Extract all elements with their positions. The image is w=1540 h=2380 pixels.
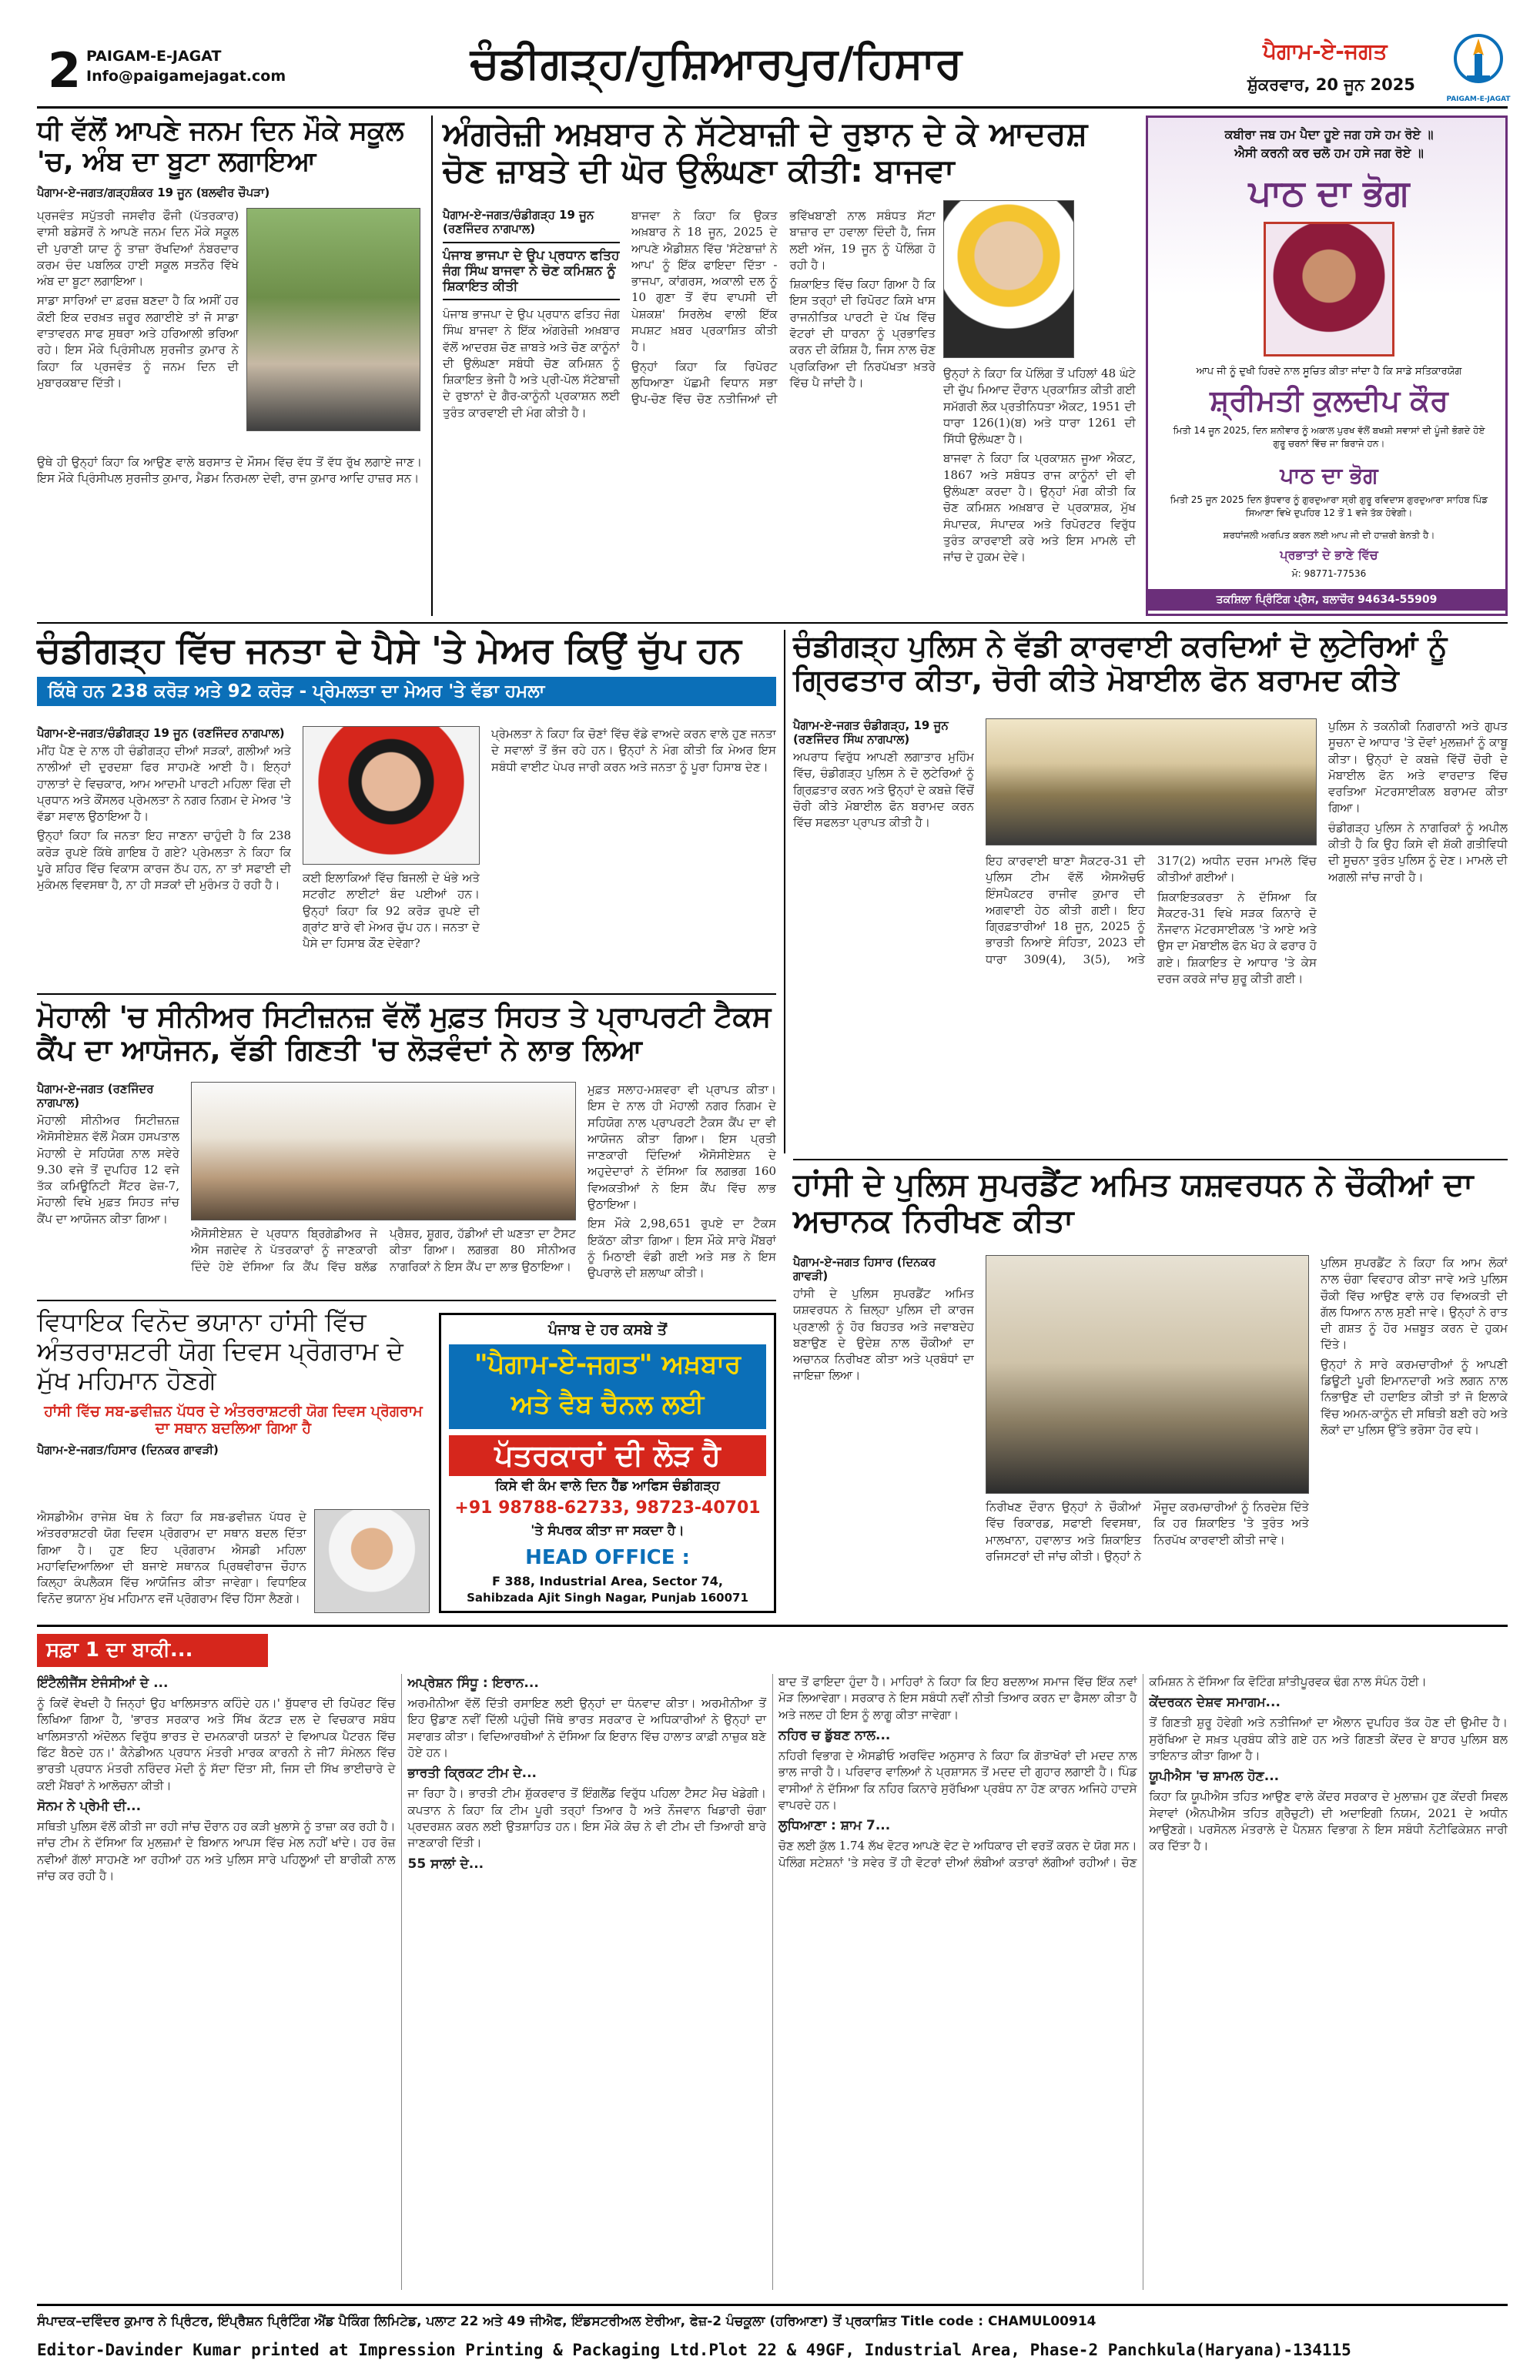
- masthead-rule: [37, 106, 1508, 109]
- story-bajwa-para-2: ਬਾਜਵਾ ਨੇ ਕਿਹਾ ਕਿ ਉਕਤ ਅਖ਼ਬਾਰ ਨੇ 18 ਜੂਨ, 2025 ਦੇ ਆਪਣੇ ਐਡੀਸ਼ਨ ਵਿੱਚ 'ਸੱਟੇਬਾਜ਼ਾਂ ਨੇ ਆਪ' ਨੂੰ ਇੱਕ ਫਾਇਦਾ ਦਿੱਤਾ - ਭਾਜਪਾ, ਕਾਂਗਰਸ, ਅਕਾਲੀ ਦਲ ਨੂੰ 10 ਗੁਣਾ ਤੋਂ ਵੱਧ ਵਾਪਸੀ ਦੀ ਪੇਸ਼ਕਸ਼' ਸਿਰਲੇਖ ਵਾਲੀ ਇੱਕ ਸਪਸ਼ਟ ਖ਼ਬਰ ਪ੍ਰਕਾਸ਼ਿਤ ਕੀਤੀ ਹੈ।: [631, 209, 778, 354]
- story-bajwa-para-1: ਪੰਜਾਬ ਭਾਜਪਾ ਦੇ ਉਪ ਪ੍ਰਧਾਨ ਫਤਿਹ ਜੰਗ ਸਿੰਘ ਬਾਜਵਾ ਨੇ ਇੱਕ ਅੰਗਰੇਜ਼ੀ ਅਖ਼ਬਾਰ ਵੱਲੋਂ ਆਦਰਸ਼ ਚੋਣ ਜ਼ਾਬਤੇ ਅਤੇ ਚੋਣ ਕਾਨੂੰਨਾਂ ਦੀ ਉਲੰਘਣਾ ਸਬੰਧੀ ਚੋਣ ਕਮਿਸ਼ਨ ਨੂੰ ਸ਼ਿਕਾਇਤ ਭੇਜੀ ਹੈ ਅਤੇ ਪ੍ਰੀ-ਪੋਲ ਸੱਟੇਬਾਜ਼ੀ ਦੇ ਰੁਝਾਨਾਂ ਦੇ ਗੈਰ-ਕਾਨੂੰਨੀ ਪ੍ਰਕਾਸ਼ਨ ਲਈ ਤੁਰੰਤ ਕਾਰਵਾਈ ਦੀ ਮੰਗ ਕੀਤੀ ਹੈ।: [443, 307, 620, 420]
- story-police-para-1: ਅਪਰਾਧ ਵਿਰੁੱਧ ਆਪਣੀ ਲਗਾਤਾਰ ਮੁਹਿੰਮ ਵਿੱਚ, ਚੰਡੀਗੜ੍ਹ ਪੁਲਿਸ ਨੇ ਦੋ ਲੁਟੇਰਿਆਂ ਨੂੰ ਗ੍ਰਿਫ਼ਤਾਰ ਕਰਨ ਅਤੇ ਉਨ੍ਹਾਂ ਦੇ ਕਬਜ਼ੇ ਵਿੱਚੋਂ ਚੋਰੀ ਕੀਤੇ ਮੋਬਾਈਲ ਫੋਨ ਬਰਾਮਦ ਕਰਨ ਵਿੱਚ ਸਫਲਤਾ ਪ੍ਰਾਪਤ ਕੀਤੀ ਹੈ।: [793, 750, 974, 830]
- ad-path-couplet-2: ਐਸੀ ਕਰਨੀ ਕਰ ਚਲੋ ਹਮ ਹਸੇ ਜਗ ਰੋਏ ॥: [1234, 146, 1424, 160]
- story-yoga-subhead: ਹਾਂਸੀ ਵਿੱਚ ਸਬ-ਡਵੀਜ਼ਨ ਪੱਧਰ ਦੇ ਅੰਤਰਰਾਸ਼ਟਰੀ ਯੋਗ ਦਿਵਸ ਪ੍ਰੋਗਰਾਮ ਦਾ ਸਥਾਨ ਬਦਲਿਆ ਗਿਆ ਹੈ: [44, 1402, 423, 1437]
- story-tree: [37, 115, 422, 616]
- footer-line-2: Editor-Davinder Kumar printed at Impression Printing & Packaging Ltd.Plot 22 & 49GF, Industrial Area, Phase-2 Panchkula(Haryana)-134115: [37, 2341, 1351, 2359]
- ad-path-printer: ਤਕਸ਼ਿਲਾ ਪ੍ਰਿੰਟਿੰਗ ਪ੍ਰੈਸ, ਬਲਾਚੌਰ 94634-55909: [1148, 589, 1505, 611]
- ad-reporters-address-2: Sahibzada Ajit Singh Nagar, Punjab 160071: [467, 1591, 748, 1605]
- masthead: [0, 0, 1540, 108]
- story-hansi-dateline: ਪੈਗਾਮ-ਏ-ਜਗਤ ਹਿਸਾਰ (ਦਿਨਕਰ ਗਾਵੜੀ): [793, 1255, 936, 1283]
- continued-section: [37, 1634, 1508, 2296]
- story-police-para-5: ਚੰਡੀਗੜ੍ਹ ਪੁਲਿਸ ਨੇ ਨਾਗਰਿਕਾਂ ਨੂੰ ਅਪੀਲ ਕੀਤੀ ਹੈ ਕਿ ਉਹ ਕਿਸੇ ਵੀ ਸ਼ੱਕੀ ਗਤੀਵਿਧੀ ਦੀ ਸੂਚਨਾ ਤੁਰੰਤ ਪੁਲਿਸ ਨੂੰ ਦੇਣ। ਮਾਮਲੇ ਦੀ ਅਗਲੀ ਜਾਂਚ ਜਾਰੀ ਹੈ।: [1328, 820, 1508, 884]
- page-number: 2: [48, 42, 82, 99]
- story-police-para-3: ਸ਼ਿਕਾਇਤਕਰਤਾ ਨੇ ਦੱਸਿਆ ਕਿ ਸੈਕਟਰ-31 ਵਿਖੇ ਸੜਕ ਕਿਨਾਰੇ ਦੋ ਨੌਜਵਾਨ ਮੋਟਰਸਾਈਕਲ 'ਤੇ ਆਏ ਅਤੇ ਉਸ ਦਾ ਮੋਬਾਈਲ ਫੋਨ ਖੋਹ ਕੇ ਫਰਾਰ ਹੋ ਗਏ। ਸ਼ਿਕਾਇਤ ਦੇ ਆਧਾਰ 'ਤੇ ਕੇਸ ਦਰਜ ਕਰਕੇ ਜਾਂਚ ਸ਼ੁਰੂ ਕੀਤੀ ਗਈ।: [1157, 889, 1317, 986]
- story-bajwa-dateline: ਪੈਗਾਮ-ਏ-ਜਗਤ/ਚੰਡੀਗੜ੍ਹ 19 ਜੂਨ (ਰਣਜਿੰਦਰ ਨਾਗਪਾਲ): [443, 208, 594, 236]
- story-tax-para-3: ਮੁਫ਼ਤ ਸਲਾਹ-ਮਸ਼ਵਰਾ ਵੀ ਪ੍ਰਾਪਤ ਕੀਤਾ। ਇਸ ਦੇ ਨਾਲ ਹੀ ਮੋਹਾਲੀ ਨਗਰ ਨਿਗਮ ਦੇ ਸਹਿਯੋਗ ਨਾਲ ਪ੍ਰਾਪਰਟੀ ਟੈਕਸ ਕੈਂਪ ਦਾ ਵੀ ਆਯੋਜਨ ਕੀਤਾ ਗਿਆ। ਇਸ ਪ੍ਰਤੀ ਜਾਣਕਾਰੀ ਦਿੰਦਿਆਂ ਐਸੋਸੀਏਸ਼ਨ ਦੇ ਅਹੁਦੇਦਾਰਾਂ ਨੇ ਦੱਸਿਆ ਕਿ ਲਗਭਗ 160 ਵਿਅਕਤੀਆਂ ਨੇ ਇਸ ਕੈਂਪ ਵਿੱਚ ਲਾਭ ਉਠਾਇਆ।: [588, 1083, 776, 1212]
- story-mayor-dateline: ਪੈਗਾਮ-ਏ-ਜਗਤ/ਚੰਡੀਗੜ੍ਹ 19 ਜੂਨ (ਰਣਜਿੰਦਰ ਨਾਗਪਾਲ): [37, 726, 285, 740]
- story-tree-photo: [246, 208, 420, 431]
- story-police-photo: [986, 718, 1317, 845]
- story-bajwa-photo: [943, 200, 1074, 358]
- story-police-para-2: ਇਹ ਕਾਰਵਾਈ ਥਾਣਾ ਸੈਕਟਰ-31 ਦੀ ਪੁਲਿਸ ਟੀਮ ਵੱਲੋਂ ਐਸਐਚਓ ਇੰਸਪੈਕਟਰ ਰਾਜੀਵ ਕੁਮਾਰ ਦੀ ਅਗਵਾਈ ਹੇਠ ਕੀਤੀ ਗਈ। ਇਹ ਗ੍ਰਿਫ਼ਤਾਰੀਆਂ 18 ਜੂਨ, 2025 ਨੂੰ ਭਾਰਤੀ ਨਿਆਏ ਸੰਹਿਤਾ, 2023 ਦੀ ਧਾਰਾ 309(4), 3(5), ਅਤੇ 317(2) ਅਧੀਨ ਦਰਜ ਮਾਮਲੇ ਵਿੱਚ ਕੀਤੀਆਂ ਗਈਆਂ।: [986, 854, 1317, 966]
- col-rule-2: [784, 630, 785, 1153]
- story-police: [793, 630, 1508, 1153]
- footer-rule: [37, 2304, 1508, 2306]
- story-tax-dateline: ਪੈਗਾਮ-ਏ-ਜਗਤ (ਰਣਜਿੰਦਰ ਨਾਗਪਾਲ): [37, 1082, 154, 1110]
- story-tax: [37, 1001, 776, 1294]
- story-tree-para-2: ਸਾਡਾ ਸਾਰਿਆਂ ਦਾ ਫ਼ਰਜ਼ ਬਣਦਾ ਹੈ ਕਿ ਅਸੀਂ ਹਰ ਕੋਈ ਇਕ ਦਰਖ਼ਤ ਜ਼ਰੂਰ ਲਗਾਈਏ ਤਾਂ ਜੋ ਸਾਡਾ ਵਾਤਾਵਰਨ ਸਾਫ ਸੁਥਰਾ ਅਤੇ ਹਰਿਆਲੀ ਭਰਿਆ ਰਹੇ। ਇਸ ਮੌਕੇ ਪ੍ਰਿੰਸੀਪਲ ਸੁਰਜੀਤ ਕੁਮਾਰ ਨੇ ਕਿਹਾ ਕਿ ਪ੍ਰਜਵੰਤ ਨੂੰ ਜਨਮ ਦਿਨ ਦੀ ਮੁਬਾਰਕਬਾਦ ਦਿੱਤੀ।: [37, 293, 239, 390]
- continued-head-8: ਕੇਂਦਰਕਨ ਦੇਸ਼ਵ ਸਮਾਗਮ...: [1149, 1695, 1281, 1711]
- ad-path-intro: ਆਪ ਜੀ ਨੂੰ ਦੁਖੀ ਹਿਰਦੇ ਨਾਲ ਸੂਚਿਤ ਕੀਤਾ ਜਾਂਦਾ ਹੈ ਕਿ ਸਾਡੇ ਸਤਿਕਾਰਯੋਗ: [1196, 366, 1462, 377]
- ad-reporters-title-1: "ਪੈਗਾਮ-ਏ-ਜਗਤ" ਅਖ਼ਬਾਰ: [474, 1349, 742, 1380]
- story-tax-para-2: ਐਸੋਸੀਏਸ਼ਨ ਦੇ ਪ੍ਰਧਾਨ ਬ੍ਰਿਗੇਡੀਅਰ ਜੇ ਐਸ ਜਗਦੇਵ ਨੇ ਪੱਤਰਕਾਰਾਂ ਨੂੰ ਜਾਣਕਾਰੀ ਦਿੰਦੇ ਹੋਏ ਦੱਸਿਆ ਕਿ ਕੈਂਪ ਵਿੱਚ ਬਲੱਡ ਪ੍ਰੈਸ਼ਰ, ਸ਼ੂਗਰ, ਹੱਡੀਆਂ ਦੀ ਘਣਤਾ ਦਾ ਟੈਸਟ ਕੀਤਾ ਗਿਆ। ਲਗਭਗ 80 ਸੀਨੀਅਰ ਨਾਗਰਿਕਾਂ ਨੇ ਇਸ ਕੈਂਪ ਦਾ ਲਾਭ ਉਠਾਇਆ।: [191, 1227, 576, 1274]
- continued-text-4: ਜਾ ਰਿਹਾ ਹੈ। ਭਾਰਤੀ ਟੀਮ ਸ਼ੁੱਕਰਵਾਰ ਤੋਂ ਇੰਗਲੈਂਡ ਵਿਰੁੱਧ ਪਹਿਲਾ ਟੈਸਟ ਮੈਚ ਖੇਡੇਗੀ। ਕਪਤਾਨ ਨੇ ਕਿਹਾ ਕਿ ਟੀਮ ਪੂਰੀ ਤਰ੍ਹਾਂ ਤਿਆਰ ਹੈ ਅਤੇ ਨੌਜਵਾਨ ਖਿਡਾਰੀ ਚੰਗਾ ਪ੍ਰਦਰਸ਼ਨ ਕਰਨ ਲਈ ਉਤਸ਼ਾਹਿਤ ਹਨ। ਇਸ ਮੌਕੇ ਕੋਚ ਨੇ ਵੀ ਟੀਮ ਦੀ ਤਿਆਰੀ ਬਾਰੇ ਜਾਣਕਾਰੀ ਦਿੱਤੀ।: [407, 1786, 766, 1850]
- ad-path-subtitle: ਪਾਠ ਦਾ ਭੋਗ: [1280, 463, 1378, 488]
- story-mayor-para-2: ਉਨ੍ਹਾਂ ਕਿਹਾ ਕਿ ਜਨਤਾ ਇਹ ਜਾਣਨਾ ਚਾਹੁੰਦੀ ਹੈ ਕਿ 238 ਕਰੋੜ ਰੁਪਏ ਕਿੱਥੇ ਗਾਇਬ ਹੋ ਗਏ? ਪ੍ਰੇਮਲਤਾ ਨੇ ਕਿਹਾ ਕਿ ਪੂਰੇ ਸ਼ਹਿਰ ਵਿੱਚ ਵਿਕਾਸ ਕਾਰਜ ਠੱਪ ਹਨ, ਨਾ ਤਾਂ ਸਫਾਈ ਦੀ ਮੁਕੰਮਲ ਵਿਵਸਥਾ ਹੈ, ਨਾ ਹੀ ਸੜਕਾਂ ਦੀ ਮੁਰੰਮਤ ਹੋ ਰਹੀ ਹੈ।: [37, 828, 291, 892]
- ad-path-couplet-1: ਕਬੀਰਾ ਜਬ ਹਮ ਪੈਦਾ ਹੂਏ ਜਗ ਹਸੇ ਹਮ ਰੋਏ ॥: [1224, 127, 1434, 142]
- logo-caption: PAIGAM-E-JAGAT: [1446, 95, 1511, 103]
- story-police-para-4: ਪੁਲਿਸ ਨੇ ਤਕਨੀਕੀ ਨਿਗਰਾਨੀ ਅਤੇ ਗੁਪਤ ਸੂਚਨਾ ਦੇ ਆਧਾਰ 'ਤੇ ਦੋਵਾਂ ਮੁਲਜ਼ਮਾਂ ਨੂੰ ਕਾਬੂ ਕੀਤਾ। ਉਨ੍ਹਾਂ ਦੇ ਕਬਜ਼ੇ ਵਿੱਚੋਂ ਚੋਰੀ ਦੇ ਮੋਬਾਈਲ ਫੋਨ ਅਤੇ ਵਾਰਦਾਤ ਵਿੱਚ ਵਰਤਿਆ ਮੋਟਰਸਾਈਕਲ ਬਰਾਮਦ ਕੀਤਾ ਗਿਆ।: [1328, 719, 1508, 815]
- continued-text-8: ਤੋਂ ਗਿਣਤੀ ਸ਼ੁਰੂ ਹੋਵੇਗੀ ਅਤੇ ਨਤੀਜਿਆਂ ਦਾ ਐਲਾਨ ਦੁਪਹਿਰ ਤੱਕ ਹੋਣ ਦੀ ਉਮੀਦ ਹੈ। ਸੁਰੱਖਿਆ ਦੇ ਸਖ਼ਤ ਪ੍ਰਬੰਧ ਕੀਤੇ ਗਏ ਹਨ ਅਤੇ ਗਿਣਤੀ ਕੇਂਦਰ ਦੇ ਬਾਹਰ ਪੁਲਿਸ ਬਲ ਤਾਇਨਾਤ ਕੀਤਾ ਗਿਆ ਹੈ।: [1149, 1716, 1508, 1763]
- story-bajwa-highlight: ਪੰਜਾਬ ਭਾਜਪਾ ਦੇ ਉਪ ਪ੍ਰਧਾਨ ਫਤਿਹ ਜੰਗ ਸਿੰਘ ਬਾਜਵਾ ਨੇ ਚੋਣ ਕਮਿਸ਼ਨ ਨੂੰ ਸ਼ਿਕਾਇਤ ਕੀਤੀ: [443, 242, 620, 300]
- paper-email: Info@paigamejagat.com: [86, 68, 286, 85]
- story-yoga-para-1: ਐਸਡੀਐਮ ਰਾਜੇਸ਼ ਖੋਥ ਨੇ ਕਿਹਾ ਕਿ ਸਬ-ਡਵੀਜ਼ਨ ਪੱਧਰ ਦੇ ਅੰਤਰਰਾਸ਼ਟਰੀ ਯੋਗ ਦਿਵਸ ਪ੍ਰੋਗਰਾਮ ਦਾ ਸਥਾਨ ਬਦਲ ਦਿੱਤਾ ਗਿਆ ਹੈ। ਹੁਣ ਇਹ ਪ੍ਰੋਗਰਾਮ ਐਸਡੀ ਮਹਿਲਾ ਮਹਾਵਿਦਿਆਲਿਆ ਦੀ ਬਜਾਏ ਸਥਾਨਕ ਪ੍ਰਿਥਵੀਰਾਜ ਚੌਹਾਨ ਕਿਲ੍ਹਾ ਕੰਪਲੈਕਸ ਵਿੱਚ ਆਯੋਜਿਤ ਕੀਤਾ ਜਾਵੇਗਾ। ਵਿਧਾਇਕ ਵਿਨੋਦ ਭਯਾਨਾ ਮੁੱਖ ਮਹਿਮਾਨ ਵਜੋਂ ਪ੍ਰੋਗਰਾਮ ਵਿੱਚ ਹਿੱਸਾ ਲੈਣਗੇ।: [37, 1510, 306, 1606]
- continued-head-6: ਨਹਿਰ ਚ ਡੁੱਬਣ ਨਾਲ...: [778, 1727, 891, 1743]
- continued-head-2: ਸੋਨਮ ਨੇ ਪ੍ਰੇਮੀ ਦੀ...: [37, 1798, 142, 1814]
- story-tax-headline: ਮੋਹਾਲੀ 'ਚ ਸੀਨੀਅਰ ਸਿਟੀਜ਼ਨਜ਼ ਵੱਲੋਂ ਮੁਫ਼ਤ ਸਿਹਤ ਤੇ ਪ੍ਰਾਪਰਟੀ ਟੈਕਸ ਕੈਂਪ ਦਾ ਆਯੋਜਨ, ਵੱਡੀ ਗਿਣਤੀ 'ਚ ਲੋੜਵੰਦਾਂ ਨੇ ਲਾਭ ਲਿਆ: [37, 1000, 772, 1066]
- story-hansi-para-4: ਉਨ੍ਹਾਂ ਨੇ ਸਾਰੇ ਕਰਮਚਾਰੀਆਂ ਨੂੰ ਆਪਣੀ ਡਿਊਟੀ ਪੂਰੀ ਇਮਾਨਦਾਰੀ ਅਤੇ ਲਗਨ ਨਾਲ ਨਿਭਾਉਣ ਦੀ ਹਦਾਇਤ ਕੀਤੀ ਤਾਂ ਜੋ ਇਲਾਕੇ ਵਿੱਚ ਅਮਨ-ਕਾਨੂੰਨ ਦੀ ਸਥਿਤੀ ਬਣੀ ਰਹੇ ਅਤੇ ਲੋਕਾਂ ਦਾ ਪੁਲਿਸ ਉੱਤੇ ਭਰੋਸਾ ਹੋਰ ਵਧੇ।: [1321, 1357, 1508, 1437]
- story-hansi-para-3: ਪੁਲਿਸ ਸੁਪਰਡੈਂਟ ਨੇ ਕਿਹਾ ਕਿ ਆਮ ਲੋਕਾਂ ਨਾਲ ਚੰਗਾ ਵਿਵਹਾਰ ਕੀਤਾ ਜਾਵੇ ਅਤੇ ਪੁਲਿਸ ਚੌਕੀ ਵਿੱਚ ਆਉਣ ਵਾਲੇ ਹਰ ਵਿਅਕਤੀ ਦੀ ਗੱਲ ਧਿਆਨ ਨਾਲ ਸੁਣੀ ਜਾਵੇ। ਉਨ੍ਹਾਂ ਨੇ ਰਾਤ ਦੀ ਗਸ਼ਤ ਨੂੰ ਹੋਰ ਮਜ਼ਬੂਤ ਕਰਨ ਦੇ ਹੁਕਮ ਦਿੱਤੇ।: [1321, 1256, 1508, 1352]
- story-mayor: [37, 630, 776, 988]
- story-tax-para-4: ਇਸ ਮੌਕੇ 2,98,651 ਰੁਪਏ ਦਾ ਟੈਕਸ ਇਕੱਠਾ ਕੀਤਾ ਗਿਆ। ਇਸ ਮੌਕੇ ਸਾਰੇ ਮੈਂਬਰਾਂ ਨੂੰ ਮਿਠਾਈ ਵੰਡੀ ਗਈ ਅਤੇ ਸਭ ਨੇ ਇਸ ਉਪਰਾਲੇ ਦੀ ਸ਼ਲਾਘਾ ਕੀਤੀ।: [588, 1217, 776, 1280]
- story-mayor-para-4: ਪ੍ਰੇਮਲਤਾ ਨੇ ਕਿਹਾ ਕਿ ਚੋਣਾਂ ਵਿੱਚ ਵੱਡੇ ਵਾਅਦੇ ਕਰਨ ਵਾਲੇ ਹੁਣ ਜਨਤਾ ਦੇ ਸਵਾਲਾਂ ਤੋਂ ਭੱਜ ਰਹੇ ਹਨ। ਉਨ੍ਹਾਂ ਨੇ ਮੰਗ ਕੀਤੀ ਕਿ ਮੇਅਰ ਇਸ ਸਬੰਧੀ ਵਾਈਟ ਪੇਪਰ ਜਾਰੀ ਕਰਨ ਅਤੇ ਜਨਤਾ ਨੂੰ ਪੂਰਾ ਹਿਸਾਬ ਦੇਣ।: [491, 727, 776, 774]
- issue-date: ਸ਼ੁੱਕਰਵਾਰ, 20 ਜੂਨ 2025: [1247, 75, 1415, 94]
- ad-path-name: ਸ਼੍ਰੀਮਤੀ ਕੁਲਦੀਪ ਕੌਰ: [1210, 383, 1448, 417]
- continued-head-1: ਇੰਟੈਲੀਜੈਂਸ ਏਜੰਸੀਆਂ ਦੇ ...: [37, 1675, 169, 1691]
- ad-path-schedule: ਮਿਤੀ 25 ਜੂਨ 2025 ਦਿਨ ਬੁੱਧਵਾਰ ਨੂੰ ਗੁਰਦੁਆਰਾ ਸ੍ਰੀ ਗੁਰੂ ਰਵਿਦਾਸ ਗੁਰਦੁਆਰਾ ਸਾਹਿਬ ਪਿੰਡ ਸਿਆਣਾ ਵਿਖੇ ਦੁਪਹਿਰ 12 ਤੋਂ 1 ਵਜੇ ਤੱਕ ਹੋਵੇਗੀ।: [1170, 494, 1488, 518]
- story-yoga-photo: [314, 1509, 430, 1613]
- row-rule-3: [37, 1300, 776, 1301]
- row-rule-4: [793, 1159, 1508, 1160]
- story-tree-para-1: ਪ੍ਰਜਵੰਤ ਸਪੁੱਤਰੀ ਜਸਵੀਰ ਫੌਜੀ (ਪੱਤਰਕਾਰ) ਵਾਸੀ ਬਡੇਸਰੋਂ ਨੇ ਆਪਣੇ ਜਨਮ ਦਿਨ ਮੌਕੇ ਸਕੂਲ ਦੀ ਪੁਰਾਣੀ ਯਾਦ ਨੂੰ ਤਾਜ਼ਾ ਰੱਖਦਿਆਂ ਨੰਬਰਦਾਰ ਕਰਮ ਚੰਦ ਪਬਲਿਕ ਹਾਈ ਸਕੂਲ ਸਤਨੌਰ ਵਿੱਖੇ ਅੰਬ ਦਾ ਬੂਟਾ ਲਗਾਇਆ।: [37, 209, 239, 289]
- story-yoga-dateline: ਪੈਗਾਮ-ਏ-ਜਗਤ/ਹਿਸਾਰ (ਦਿਨਕਰ ਗਾਵੜੀ): [37, 1442, 219, 1457]
- continued-label: ਸਫ਼ਾ 1 ਦਾ ਬਾਕੀ...: [37, 1634, 268, 1667]
- ad-path-phone: ਮੋ: 98771-77536: [1291, 568, 1367, 579]
- story-hansi-headline: ਹਾਂਸੀ ਦੇ ਪੁਲਿਸ ਸੁਪਰਡੈਂਟ ਅਮਿਤ ਯਸ਼ਵਰਧਨ ਨੇ ਚੌਕੀਆਂ ਦਾ ਅਚਾਨਕ ਨਿਰੀਖਣ ਕੀਤਾ: [793, 1166, 1474, 1240]
- story-tax-photo: [191, 1082, 576, 1220]
- story-police-dateline: ਪੈਗਾਮ-ਏ-ਜਗਤ ਚੰਡੀਗੜ੍ਹ, 19 ਜੂਨ (ਰਣਜਿੰਦਰ ਸਿੰਘ ਨਾਗਪਾਲ): [793, 718, 949, 746]
- ad-path-bhog: [1146, 115, 1508, 616]
- story-bajwa-headline: ਅੰਗਰੇਜ਼ੀ ਅਖ਼ਬਾਰ ਨੇ ਸੱਟੇਬਾਜ਼ੀ ਦੇ ਰੁਝਾਨ ਦੇ ਕੇ ਆਦਰਸ਼ ਚੋਣ ਜ਼ਾਬਤੇ ਦੀ ਘੋਰ ਉਲੰਘਣਾ ਕੀਤੀ: ਬਾਜਵਾ: [443, 115, 1088, 190]
- story-yoga: [37, 1307, 430, 1615]
- story-hansi-para-2: ਨਿਰੀਖਣ ਦੌਰਾਨ ਉਨ੍ਹਾਂ ਨੇ ਚੌਕੀਆਂ ਵਿੱਚ ਰਿਕਾਰਡ, ਸਫਾਈ ਵਿਵਸਥਾ, ਮਾਲਖਾਨਾ, ਹਵਾਲਾਤ ਅਤੇ ਸ਼ਿਕਾਇਤ ਰਜਿਸਟਰਾਂ ਦੀ ਜਾਂਚ ਕੀਤੀ। ਉਨ੍ਹਾਂ ਨੇ ਮੌਜੂਦ ਕਰਮਚਾਰੀਆਂ ਨੂੰ ਨਿਰਦੇਸ਼ ਦਿੱਤੇ ਕਿ ਹਰ ਸ਼ਿਕਾਇਤ 'ਤੇ ਤੁਰੰਤ ਅਤੇ ਨਿਰਪੱਖ ਕਾਰਵਾਈ ਕੀਤੀ ਜਾਵੇ।: [986, 1500, 1309, 1563]
- ad-reporters-wanted: ਪੱਤਰਕਾਰਾਂ ਦੀ ਲੋੜ ਹੈ: [449, 1435, 766, 1476]
- ad-reporters-phones: +91 98788-62733, 98723-40701: [454, 1498, 761, 1518]
- story-mayor-para-1: ਮੀਂਹ ਪੈਣ ਦੇ ਨਾਲ ਹੀ ਚੰਡੀਗੜ੍ਹ ਦੀਆਂ ਸੜਕਾਂ, ਗਲੀਆਂ ਅਤੇ ਨਾਲੀਆਂ ਦੀ ਦੁਰਦਸ਼ਾ ਫਿਰ ਸਾਹਮਣੇ ਆਈ ਹੈ। ਇਨ੍ਹਾਂ ਹਾਲਾਤਾਂ ਦੇ ਵਿਚਕਾਰ, ਆਮ ਆਦਮੀ ਪਾਰਟੀ ਮਹਿਲਾ ਵਿੰਗ ਦੀ ਪ੍ਰਧਾਨ ਅਤੇ ਕੌਂਸਲਰ ਪ੍ਰੇਮਲਤਾ ਨੇ ਨਗਰ ਨਿਗਮ ਦੇ ਮੇਅਰ 'ਤੇ ਵੱਡਾ ਸਵਾਲ ਉਠਾਇਆ ਹੈ।: [37, 744, 291, 824]
- continued-head-7: ਲੁਧਿਆਣਾ : ਸ਼ਾਮ 7...: [778, 1818, 891, 1834]
- story-hansi: [793, 1167, 1508, 1617]
- story-tree-dateline: ਪੈਗਾਮ-ਏ-ਜਗਤ/ਗੜ੍ਹਸ਼ੰਕਰ 19 ਜੂਨ (ਬਲਵੀਰ ਚੌਪੜਾ): [37, 185, 270, 199]
- story-tree-para-3: ਉਥੇ ਹੀ ਉਨ੍ਹਾਂ ਕਿਹਾ ਕਿ ਆਉਣ ਵਾਲੇ ਬਰਸਾਤ ਦੇ ਮੌਸਮ ਵਿੱਚ ਵੱਧ ਤੋਂ ਵੱਧ ਰੁੱਖ ਲਗਾਏ ਜਾਣ। ਇਸ ਮੌਕੇ ਪ੍ਰਿੰਸੀਪਲ ਸੁਰਜੀਤ ਕੁਮਾਰ, ਮੈਡਮ ਨਿਰਮਲਾ ਦੇਵੀ, ਰਾਜ ਕੁਮਾਰ ਆਦਿ ਹਾਜ਼ਰ ਸਨ।: [37, 455, 422, 486]
- story-bajwa-para-3: ਉਨ੍ਹਾਂ ਕਿਹਾ ਕਿ ਰਿਪੋਰਟ ਲੁਧਿਆਣਾ ਪੱਛਮੀ ਵਿਧਾਨ ਸਭਾ ਉਪ-ਚੋਣ ਵਿੱਚ ਚੋਣ ਨਤੀਜਿਆਂ ਦੀ ਭਵਿੱਖਬਾਣੀ ਨਾਲ ਸਬੰਧਤ ਸੱਟਾ ਬਾਜ਼ਾਰ ਦਾ ਹਵਾਲਾ ਦਿੰਦੀ ਹੈ, ਜਿਸ ਲਈ ਅੱਜ, 19 ਜੂਨ ਨੂੰ ਪੋਲਿੰਗ ਹੋ ਰਹੀ ਹੈ।: [631, 209, 936, 407]
- row-rule-2: [37, 993, 776, 995]
- story-mayor-subhead: ਕਿੱਥੇ ਹਨ 238 ਕਰੋੜ ਅਤੇ 92 ਕਰੋੜ - ਪ੍ਰੇਮਲਤਾ ਦਾ ਮੇਅਰ 'ਤੇ ਵੱਡਾ ਹਮਲਾ: [37, 677, 776, 706]
- continued-text-9: ਕਿਹਾ ਕਿ ਯੂਪੀਐਸ ਤਹਿਤ ਆਉਣ ਵਾਲੇ ਕੇਂਦਰ ਸਰਕਾਰ ਦੇ ਮੁਲਾਜ਼ਮ ਹੁਣ ਕੇਂਦਰੀ ਸਿਵਲ ਸੇਵਾਵਾਂ (ਐਨਪੀਐਸ ਤਹਿਤ ਗ੍ਰੈਚੁਟੀ) ਦੀ ਅਦਾਇਗੀ ਨਿਯਮ, 2021 ਦੇ ਅਧੀਨ ਆਉਣਗੇ। ਪਰਸੋਨਲ ਮੰਤਰਾਲੇ ਦੇ ਪੈਨਸ਼ਨ ਵਿਭਾਗ ਨੇ ਇਸ ਸਬੰਧੀ ਨੋਟੀਫਿਕੇਸ਼ਨ ਜਾਰੀ ਕਰ ਦਿੱਤਾ ਹੈ।: [1149, 1789, 1508, 1853]
- story-tree-headline: ਧੀ ਵੱਲੋਂ ਆਪਣੇ ਜਨਮ ਦਿਨ ਮੌਕੇ ਸਕੂਲ 'ਚ, ਅੰਬ ਦਾ ਬੂਟਾ ਲਗਾਇਆ: [37, 115, 404, 178]
- ad-path-details: ਮਿਤੀ 14 ਜੂਨ 2025, ਦਿਨ ਸ਼ਨੀਵਾਰ ਨੂੰ ਅਕਾਲ ਪੁਰਖ ਵੱਲੋਂ ਬਖਸ਼ੀ ਸਵਾਸਾਂ ਦੀ ਪੂੰਜੀ ਭੋਗਦੇ ਹੋਏ ਗੁਰੂ ਚਰਨਾਂ ਵਿੱਚ ਜਾ ਬਿਰਾਜੇ ਹਨ।: [1173, 425, 1485, 449]
- story-hansi-photo: [986, 1255, 1309, 1494]
- col-rule-1: [431, 115, 433, 616]
- ad-path-mourners-label: ਪ੍ਰਭਾਤਾਂ ਦੇ ਭਾਣੇ ਵਿੱਚ: [1280, 547, 1378, 562]
- paper-name: PAIGAM-E-JAGAT: [86, 48, 222, 65]
- continued-head-3: ਅਪ੍ਰੇਸ਼ਨ ਸਿੰਧੂ : ਇਰਾਨ...: [407, 1675, 539, 1691]
- continued-text-1: ਨੂੰ ਕਿਵੇਂ ਵੇਖਦੀ ਹੈ ਜਿਨ੍ਹਾਂ ਉਹ ਖਾਲਿਸਤਾਨ ਕਹਿੰਦੇ ਹਨ।' ਬੁੱਧਵਾਰ ਦੀ ਰਿਪੋਰਟ ਵਿੱਚ ਲਿਖਿਆ ਗਿਆ ਹੈ, 'ਭਾਰਤ ਸਰਕਾਰ ਅਤੇ ਸਿੱਖ ਕੱਟੜ ਦਲ ਦੇ ਵਿਚਕਾਰ ਸਬੰਧ ਖਾਲਿਸਤਾਨੀ ਅੰਦੋਲਨ ਵਿਰੁੱਧ ਭਾਰਤ ਦੇ ਦਮਨਕਾਰੀ ਯਤਨਾਂ ਦੇ ਵਿਆਪਕ ਪੈਟਰਨ ਵਿੱਚ ਫਿੱਟ ਬੈਠਦੇ ਹਨ।' ਕੈਨੇਡੀਅਨ ਪ੍ਰਧਾਨ ਮੰਤਰੀ ਮਾਰਕ ਕਾਰਨੀ ਨੇ ਜੀ7 ਸੰਮੇਲਨ ਵਿੱਚ ਭਾਰਤੀ ਪ੍ਰਧਾਨ ਮੰਤਰੀ ਨਰਿੰਦਰ ਮੋਦੀ ਨੂੰ ਸੱਦਾ ਦਿੱਤਾ ਸੀ, ਜਿਸ ਦੀ ਸਿੱਖ ਭਾਈਚਾਰੇ ਦੇ ਕਈ ਮੈਂਬਰਾਂ ਨੇ ਆਲੋਚਨਾ ਕੀਤੀ।: [37, 1696, 396, 1793]
- row-rule-1: [37, 622, 1508, 624]
- ad-path-closing: ਸ਼ਰਧਾਂਜਲੀ ਅਰਪਿਤ ਕਰਨ ਲਈ ਆਪ ਜੀ ਦੀ ਹਾਜ਼ਰੀ ਬੇਨਤੀ ਹੈ।: [1223, 530, 1435, 541]
- ad-reporters-address-1: F 388, Industrial Area, Sector 74,: [491, 1574, 723, 1588]
- story-bajwa-para-6: ਬਾਜਵਾ ਨੇ ਕਿਹਾ ਕਿ ਪ੍ਰਕਾਸ਼ਨ ਜੂਆ ਐਕਟ, 1867 ਅਤੇ ਸਬੰਧਤ ਰਾਜ ਕਾਨੂੰਨਾਂ ਦੀ ਵੀ ਉਲੰਘਣਾ ਕਰਦਾ ਹੈ। ਉਨ੍ਹਾਂ ਮੰਗ ਕੀਤੀ ਕਿ ਚੋਣ ਕਮਿਸ਼ਨ ਅਖ਼ਬਾਰ ਦੇ ਪ੍ਰਕਾਸ਼ਕ, ਮੁੱਖ ਸੰਪਾਦਕ, ਸੰਪਾਦਕ ਅਤੇ ਰਿਪੋਰਟਰ ਵਿਰੁੱਧ ਤੁਰੰਤ ਕਾਰਵਾਈ ਕਰੇ ਅਤੇ ਇਸ ਮਾਮਲੇ ਦੀ ਜਾਂਚ ਦੇ ਹੁਕਮ ਦੇਵੇ।: [943, 451, 1136, 564]
- ad-reporters-note: 'ਤੇ ਸੰਪਰਕ ਕੀਤਾ ਜਾ ਸਕਦਾ ਹੈ।: [531, 1523, 685, 1538]
- footer-line-1: ਸੰਪਾਦਕ–ਦਵਿੰਦਰ ਕੁਮਾਰ ਨੇ ਪ੍ਰਿੰਟਰ, ਇੰਪ੍ਰੈਸ਼ਨ ਪ੍ਰਿੰਟਿੰਗ ਐਂਡ ਪੈਕਿੰਗ ਲਿਮਿਟੇਡ, ਪਲਾਟ 22 ਅਤੇ 49 ਜੀਐਫ, ਇੰਡਸਟਰੀਅਲ ਏਰੀਆ, ਫੇਜ਼-2 ਪੰਚਕੂਲਾ (ਹਰਿਆਣਾ) ਤੋਂ ਪ੍ਰਕਾਸ਼ਿਤ Title code : CHAMUL00914: [37, 2314, 1096, 2329]
- story-bajwa: [443, 115, 1136, 616]
- story-police-headline: ਚੰਡੀਗੜ੍ਹ ਪੁਲਿਸ ਨੇ ਵੱਡੀ ਕਾਰਵਾਈ ਕਰਦਿਆਂ ਦੋ ਲੁਟੇਰਿਆਂ ਨੂੰ ਗ੍ਰਿਫਤਾਰ ਕੀਤਾ, ਚੋਰੀ ਕੀਤੇ ਮੋਬਾਈਲ ਫੋਨ ਬਰਾਮਦ ਕੀਤੇ: [793, 629, 1448, 697]
- logo-emblem: [1444, 31, 1513, 103]
- ad-path-portrait: [1264, 222, 1394, 356]
- continued-head-4: ਭਾਰਤੀ ਕ੍ਰਿਕਟ ਟੀਮ ਦੇ...: [407, 1766, 537, 1782]
- continued-text-5: ਬਾਦ ਤੋਂ ਫਾਇਦਾ ਹੁੰਦਾ ਹੈ। ਮਾਹਿਰਾਂ ਨੇ ਕਿਹਾ ਕਿ ਇਹ ਬਦਲਾਅ ਸਮਾਜ ਵਿੱਚ ਇੱਕ ਨਵਾਂ ਮੋੜ ਲਿਆਵੇਗਾ। ਸਰਕਾਰ ਨੇ ਇਸ ਸਬੰਧੀ ਨਵੀਂ ਨੀਤੀ ਤਿਆਰ ਕਰਨ ਦਾ ਫੈਸਲਾ ਕੀਤਾ ਹੈ ਅਤੇ ਜਲਦ ਹੀ ਇਸ ਨੂੰ ਲਾਗੂ ਕੀਤਾ ਜਾਵੇਗਾ।: [778, 1675, 1137, 1722]
- story-hansi-para-1: ਹਾਂਸੀ ਦੇ ਪੁਲਿਸ ਸੁਪਰਡੈਂਟ ਅਮਿਤ ਯਸ਼ਵਰਧਨ ਨੇ ਜ਼ਿਲ੍ਹਾ ਪੁਲਿਸ ਦੀ ਕਾਰਜ ਪ੍ਰਣਾਲੀ ਨੂੰ ਹੋਰ ਬਿਹਤਰ ਅਤੇ ਜਵਾਬਦੇਹ ਬਣਾਉਣ ਦੇ ਉਦੇਸ਼ ਨਾਲ ਚੌਕੀਆਂ ਦਾ ਅਚਾਨਕ ਨਿਰੀਖਣ ਕੀਤਾ ਅਤੇ ਪ੍ਰਬੰਧਾਂ ਦਾ ਜਾਇਜ਼ਾ ਲਿਆ।: [793, 1287, 974, 1383]
- continued-head-9: ਯੂਪੀਐਸ 'ਚ ਸ਼ਾਮਲ ਹੋਣ...: [1149, 1769, 1280, 1785]
- ad-reporters-top: ਪੰਜਾਬ ਦੇ ਹਰ ਕਸਬੇ ਤੋਂ: [547, 1321, 668, 1338]
- continued-text-2: ਸਥਿਤੀ ਪੁਲਿਸ ਵੱਲੋਂ ਕੀਤੀ ਜਾ ਰਹੀ ਜਾਂਚ ਦੌਰਾਨ ਹਰ ਕੜੀ ਖੁਲਾਸੇ ਨੂੰ ਤਾਜ਼ਾ ਕਰ ਰਹੀ ਹੈ। ਜਾਂਚ ਟੀਮ ਨੇ ਦੱਸਿਆ ਕਿ ਮੁਲਜ਼ਮਾਂ ਦੇ ਬਿਆਨ ਆਪਸ ਵਿੱਚ ਮੇਲ ਨਹੀਂ ਖਾਂਦੇ। ਹਰ ਰੋਜ਼ ਨਵੀਆਂ ਗੱਲਾਂ ਸਾਹਮਣੇ ਆ ਰਹੀਆਂ ਹਨ ਅਤੇ ਪੁਲਿਸ ਸਾਰੇ ਪਹਿਲੂਆਂ ਦੀ ਬਾਰੀਕੀ ਨਾਲ ਜਾਂਚ ਕਰ ਰਹੀ ਹੈ।: [37, 1819, 396, 1883]
- section-title: ਚੰਡੀਗੜ੍ਹ/ਹੁਸ਼ਿਆਰਪੁਰ/ਹਿਸਾਰ: [470, 38, 962, 89]
- ad-path-title: ਪਾਠ ਦਾ ਭੋਗ: [1248, 172, 1410, 213]
- story-mayor-headline: ਚੰਡੀਗੜ੍ਹ ਵਿੱਚ ਜਨਤਾ ਦੇ ਪੈਸੇ 'ਤੇ ਮੇਅਰ ਕਿਉਂ ਚੁੱਪ ਹਨ: [37, 629, 742, 671]
- story-yoga-headline: ਵਿਧਾਇਕ ਵਿਨੋਦ ਭਯਾਨਾ ਹਾਂਸੀ ਵਿੱਚ ਅੰਤਰਰਾਸ਼ਟਰੀ ਯੋਗ ਦਿਵਸ ਪ੍ਰੋਗਰਾਮ ਦੇ ਮੁੱਖ ਮਹਿਮਾਨ ਹੋਣਗੇ: [37, 1307, 403, 1395]
- continued-head-5: 55 ਸਾਲਾਂ ਦੇ...: [407, 1856, 484, 1872]
- story-tax-para-1: ਮੋਹਾਲੀ ਸੀਨੀਅਰ ਸਿਟੀਜ਼ਨਜ਼ ਐਸੋਸੀਏਸ਼ਨ ਵੱਲੋਂ ਮੈਕਸ ਹਸਪਤਾਲ ਮੋਹਾਲੀ ਦੇ ਸਹਿਯੋਗ ਨਾਲ ਸਵੇਰੇ 9.30 ਵਜੇ ਤੋਂ ਦੁਪਹਿਰ 12 ਵਜੇ ਤੱਕ ਕਮਿਊਨਿਟੀ ਸੈਂਟਰ ਫੇਜ਼-7, ਮੋਹਾਲੀ ਵਿਖੇ ਮੁਫ਼ਤ ਸਿਹਤ ਜਾਂਚ ਕੈਂਪ ਦਾ ਆਯੋਜਨ ਕੀਤਾ ਗਿਆ।: [37, 1113, 179, 1226]
- row-rule-5: [37, 1625, 1508, 1627]
- ad-reporters-title-2: ਅਤੇ ਵੈਬ ਚੈਨਲ ਲਈ: [511, 1389, 705, 1420]
- story-mayor-photo: [303, 726, 480, 865]
- ad-reporters: [439, 1313, 776, 1613]
- story-mayor-para-3: ਕਈ ਇਲਾਕਿਆਂ ਵਿੱਚ ਬਿਜਲੀ ਦੇ ਖੰਭੇ ਅਤੇ ਸਟਰੀਟ ਲਾਈਟਾਂ ਬੰਦ ਪਈਆਂ ਹਨ। ਉਨ੍ਹਾਂ ਕਿਹਾ ਕਿ 92 ਕਰੋੜ ਰੁਪਏ ਦੀ ਗ੍ਰਾਂਟ ਬਾਰੇ ਵੀ ਮੇਅਰ ਚੁੱਪ ਹਨ। ਜਨਤਾ ਦੇ ਪੈਸੇ ਦਾ ਹਿਸਾਬ ਕੌਣ ਦੇਵੇਗਾ?: [303, 871, 480, 951]
- continued-text-3: ਅਰਮੀਨੀਆ ਵੱਲੋਂ ਦਿੱਤੀ ਰਸਾਇਣ ਲਈ ਉਨ੍ਹਾਂ ਦਾ ਧੰਨਵਾਦ ਕੀਤਾ। ਅਰਮੀਨੀਆ ਤੋਂ ਇਹ ਉਡਾਣ ਨਵੀਂ ਦਿੱਲੀ ਪਹੁੰਚੀ ਜਿੱਥੇ ਭਾਰਤ ਸਰਕਾਰ ਦੇ ਅਧਿਕਾਰੀਆਂ ਨੇ ਉਨ੍ਹਾਂ ਦਾ ਸਵਾਗਤ ਕੀਤਾ। ਵਿਦਿਆਰਥੀਆਂ ਨੇ ਦੱਸਿਆ ਕਿ ਇਰਾਨ ਵਿੱਚ ਹਾਲਾਤ ਕਾਫ਼ੀ ਨਾਜ਼ੁਕ ਬਣੇ ਹੋਏ ਹਨ।: [407, 1696, 766, 1760]
- logo-text: ਪੈਗਾਮ-ਏ-ਜਗਤ: [1263, 38, 1388, 64]
- ad-reporters-contact: ਕਿਸੇ ਵੀ ਕੰਮ ਵਾਲੇ ਦਿਨ ਹੈੱਡ ਆਫਿਸ ਚੰਡੀਗੜ੍ਹ: [495, 1478, 720, 1494]
- ad-reporters-office-label: HEAD OFFICE :: [525, 1546, 690, 1569]
- continued-text-7: ਚੋਣ ਲਈ ਕੁੱਲ 1.74 ਲੱਖ ਵੋਟਰ ਆਪਣੇ ਵੋਟ ਦੇ ਅਧਿਕਾਰ ਦੀ ਵਰਤੋਂ ਕਰਨ ਦੇ ਯੋਗ ਸਨ। ਪੋਲਿੰਗ ਸਟੇਸ਼ਨਾਂ 'ਤੇ ਸਵੇਰ ਤੋਂ ਹੀ ਵੋਟਰਾਂ ਦੀਆਂ ਲੰਬੀਆਂ ਕਤਾਰਾਂ ਲੱਗੀਆਂ ਰਹੀਆਂ। ਚੋਣ ਕਮਿਸ਼ਨ ਨੇ ਦੱਸਿਆ ਕਿ ਵੋਟਿੰਗ ਸ਼ਾਂਤੀਪੂਰਵਕ ਢੰਗ ਨਾਲ ਸੰਪੰਨ ਹੋਈ।: [778, 1675, 1427, 1870]
- story-bajwa-para-4: ਸ਼ਿਕਾਇਤ ਵਿੱਚ ਕਿਹਾ ਗਿਆ ਹੈ ਕਿ ਇਸ ਤਰ੍ਹਾਂ ਦੀ ਰਿਪੋਰਟ ਕਿਸੇ ਖਾਸ ਰਾਜਨੀਤਿਕ ਪਾਰਟੀ ਦੇ ਪੱਖ ਵਿੱਚ ਵੋਟਰਾਂ ਦੀ ਧਾਰਨਾ ਨੂੰ ਪ੍ਰਭਾਵਿਤ ਕਰਨ ਦੀ ਕੋਸ਼ਿਸ਼ ਹੈ, ਜਿਸ ਨਾਲ ਚੋਣ ਪ੍ਰਕਿਰਿਆ ਦੀ ਨਿਰਪੱਖਤਾ ਖ਼ਤਰੇ ਵਿੱਚ ਪੈ ਜਾਂਦੀ ਹੈ।: [789, 277, 936, 390]
- continued-text-6: ਨਹਿਰੀ ਵਿਭਾਗ ਦੇ ਐਸਡੀਓ ਅਰਵਿੰਦ ਅਨੁਸਾਰ ਨੇ ਕਿਹਾ ਕਿ ਗੋਤਾਖੋਰਾਂ ਦੀ ਮਦਦ ਨਾਲ ਭਾਲ ਜਾਰੀ ਹੈ। ਪਰਿਵਾਰ ਵਾਲਿਆਂ ਨੇ ਪ੍ਰਸ਼ਾਸਨ ਤੋਂ ਮਦਦ ਦੀ ਗੁਹਾਰ ਲਗਾਈ ਹੈ। ਪਿੰਡ ਵਾਸੀਆਂ ਨੇ ਦੱਸਿਆ ਕਿ ਨਹਿਰ ਕਿਨਾਰੇ ਸੁਰੱਖਿਆ ਪ੍ਰਬੰਧ ਨਾ ਹੋਣ ਕਾਰਨ ਅਜਿਹੇ ਹਾਦਸੇ ਵਾਪਰਦੇ ਹਨ।: [778, 1749, 1137, 1812]
- story-bajwa-para-5: ਉਨ੍ਹਾਂ ਨੇ ਕਿਹਾ ਕਿ ਪੋਲਿੰਗ ਤੋਂ ਪਹਿਲਾਂ 48 ਘੰਟੇ ਦੀ ਚੁੱਪ ਮਿਆਦ ਦੌਰਾਨ ਪ੍ਰਕਾਸ਼ਿਤ ਕੀਤੀ ਗਈ ਸਮੱਗਰੀ ਲੋਕ ਪ੍ਰਤੀਨਿਧਤਾ ਐਕਟ, 1951 ਦੀ ਧਾਰਾ 126(1)(ਬ) ਅਤੇ ਧਾਰਾ 1261 ਦੀ ਸਿੱਧੀ ਉਲੰਘਣਾ ਹੈ।: [943, 367, 1136, 447]
